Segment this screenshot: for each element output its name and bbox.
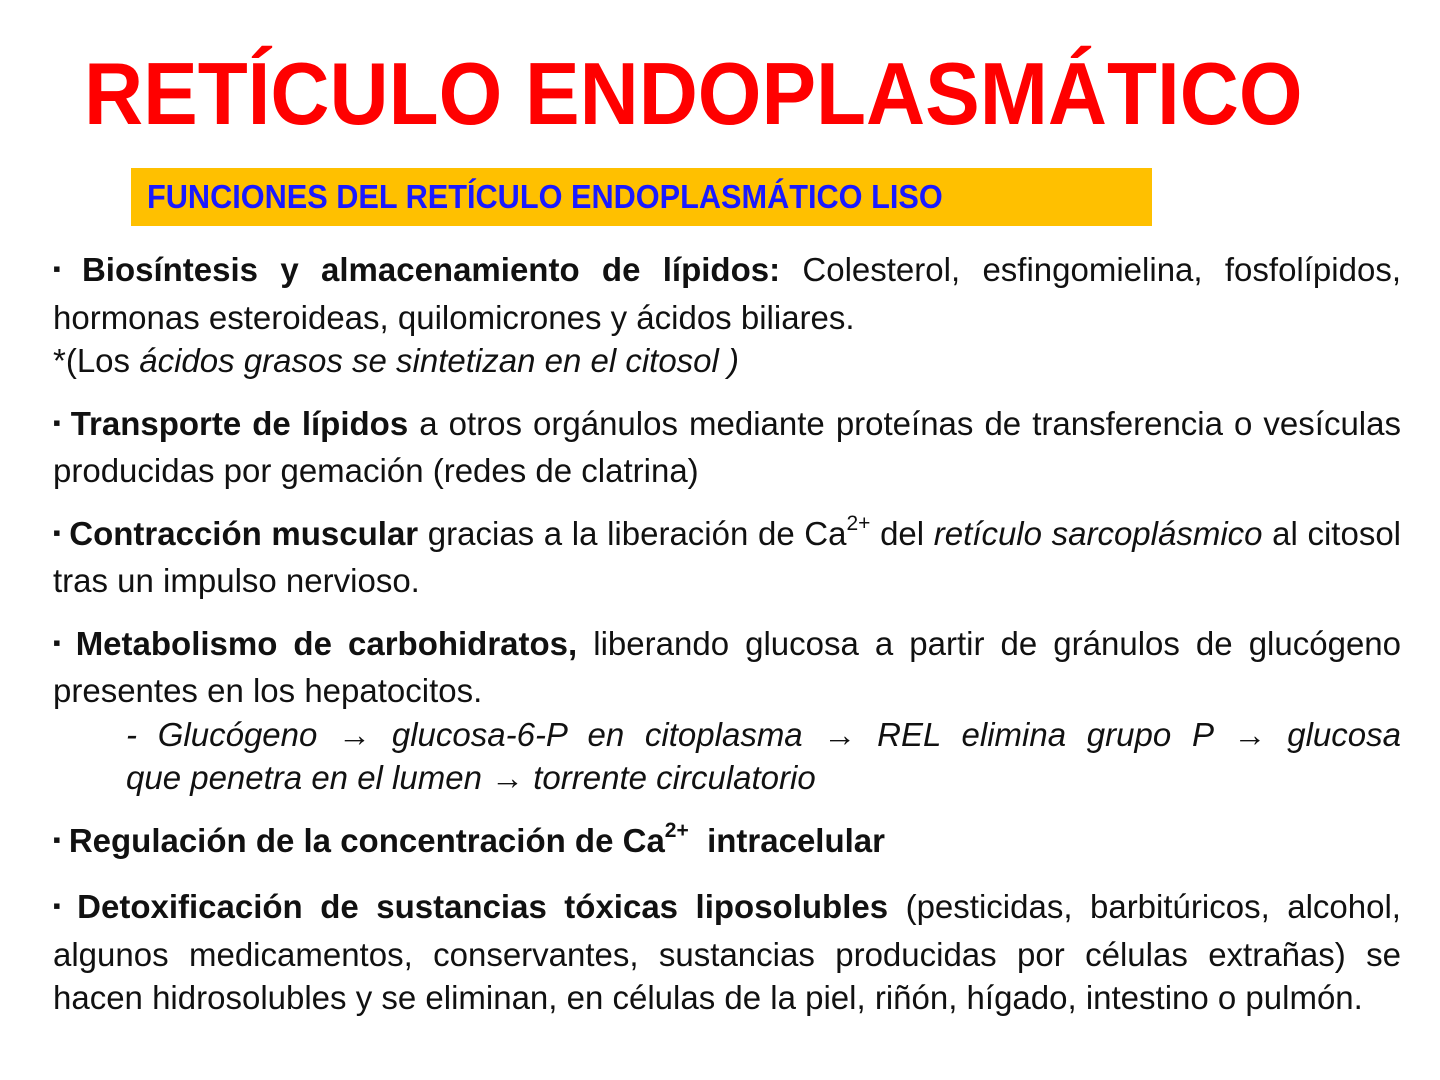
superscript-charge: 2+ (664, 818, 689, 842)
list-item-lipid-transport (53, 402, 1401, 493)
list-item-calcium-regulation (53, 819, 1401, 867)
bullet-icon: ▪ (53, 826, 61, 852)
list-item-carbohydrate-metabolism (53, 622, 1401, 800)
bullet-icon: ▪ (53, 409, 63, 435)
subtitle-banner (131, 168, 1152, 226)
item-heading: Regulación de la concentración de Ca (68, 821, 665, 859)
item-text-mid: del (870, 514, 934, 552)
note-italic: ácidos grasos se sintetizan en el citosol ) (139, 342, 740, 379)
superscript-charge: 2+ (846, 511, 871, 535)
bullet-icon: ▪ (53, 629, 68, 655)
item-heading: Biosíntesis y almacenamiento de lípidos: (81, 251, 781, 288)
bullet-icon: ▪ (53, 519, 62, 545)
item-text-italic: retículo sarcoplásmico (933, 514, 1263, 552)
list-item-detoxification (53, 885, 1401, 1020)
list-item-lipid-biosynthesis (53, 248, 1401, 383)
item-heading: Transporte de lípidos (70, 404, 409, 442)
item-text: Colesterol, esfingomielina, fosfolípidos, hormonas esteroideas, quilomicrones y ácidos biliares. (53, 251, 1401, 336)
subtitle-text: FUNCIONES DEL RETÍCULO ENDOPLASMÁTICO LISO (147, 178, 943, 215)
item-heading: Metabolismo de carbohidratos, (75, 624, 578, 662)
functions-list (53, 248, 1401, 1020)
note-prefix: *(Los (53, 342, 140, 379)
item-text: a otros orgánulos mediante proteínas de transferencia o vesículas producidas por gemación (redes de clatrina) (53, 404, 1401, 489)
slide-title: RETÍCULO ENDOPLASMÁTICO (84, 44, 1303, 143)
item-text: (pesticidas, barbitúricos, alcohol, algunos medicamentos, conservantes, sustancias producidas por células extrañas) se hacen hidrosolubles y se eliminan, en células de la piel, riñón, hígado, intestino o pulmón. (53, 888, 1401, 1016)
item-heading: Contracción muscular (69, 514, 419, 552)
item-text: gracias a la liberación de Ca (418, 514, 847, 552)
item-heading-after: intracelular (688, 821, 885, 859)
item-text: liberando glucosa a partir de gránulos de glucógeno presentes en los hepatocitos. (53, 624, 1401, 709)
item-text-after: al citosol tras un impulso nervioso. (53, 514, 1402, 599)
sub-line-1: - Glucógeno → glucosa-6-P en citoplasma → REL elimina grupo P → glucosa (126, 715, 1401, 753)
sub-line-2: que penetra en el lumen → torrente circulatorio (126, 759, 816, 796)
bullet-icon: ▪ (53, 893, 70, 918)
list-item-muscle-contraction (53, 512, 1401, 603)
item-heading: Detoxificación de sustancias tóxicas liposolubles (77, 888, 889, 925)
bullet-icon: ▪ (53, 256, 74, 281)
